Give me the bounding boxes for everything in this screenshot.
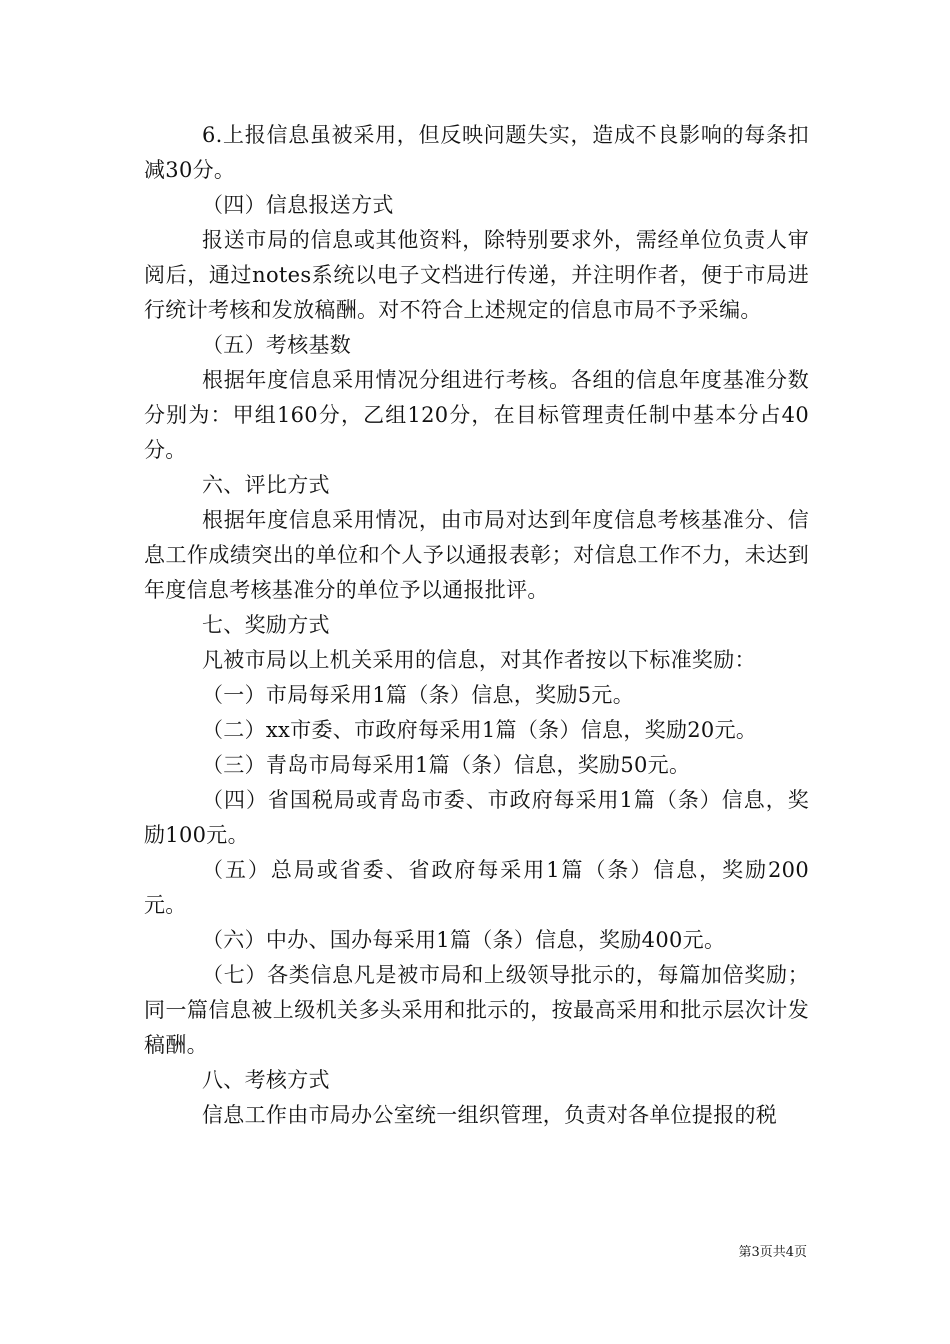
reward-item-7: （七）各类信息凡是被市局和上级领导批示的，每篇加倍奖励；同一篇信息被上级机关多头采用和批示的，按最高采用和批示层次计发稿酬。 — [144, 963, 809, 1057]
section-heading-submission-method: （四）信息报送方式 — [202, 193, 394, 217]
document-body — [144, 118, 809, 1133]
paragraph-submission-method: 报送市局的信息或其他资料，除特别要求外，需经单位负责人审阅后，通过notes系统以电子文档进行传递，并注明作者，便于市局进行统计考核和发放稿酬。对不符合上述规定的信息市局不予采编。 — [144, 228, 809, 322]
section-heading-assessment-method: 八、考核方式 — [202, 1068, 330, 1092]
paragraph-evaluation-method: 根据年度信息采用情况，由市局对达到年度信息考核基准分、信息工作成绩突出的单位和个人予以通报表彰；对信息工作不力，未达到年度信息考核基准分的单位予以通报批评。 — [144, 508, 809, 602]
paragraph-reward-intro: 凡被市局以上机关采用的信息，对其作者按以下标准奖励： — [202, 648, 756, 672]
reward-item-4: （四）省国税局或青岛市委、市政府每采用1篇（条）信息，奖励100元。 — [144, 788, 809, 847]
section-heading-reward-method: 七、奖励方式 — [202, 613, 330, 637]
reward-item-5: （五）总局或省委、省政府每采用1篇（条）信息，奖励200元。 — [144, 858, 809, 917]
reward-item-3: （三）青岛市局每采用1篇（条）信息，奖励50元。 — [202, 753, 691, 777]
paragraph-assessment-method: 信息工作由市局办公室统一组织管理，负责对各单位提报的税 — [202, 1103, 778, 1127]
reward-item-6: （六）中办、国办每采用1篇（条）信息，奖励400元。 — [202, 928, 726, 952]
section-heading-assessment-base: （五）考核基数 — [202, 333, 352, 357]
reward-item-1: （一）市局每采用1篇（条）信息，奖励5元。 — [202, 683, 635, 707]
paragraph-item-6-deduction: 6.上报信息虽被采用，但反映问题失实，造成不良影响的每条扣减30分。 — [144, 123, 809, 182]
section-heading-evaluation-method: 六、评比方式 — [202, 473, 330, 497]
paragraph-assessment-base: 根据年度信息采用情况分组进行考核。各组的信息年度基准分数分别为：甲组160分，乙组120分，在目标管理责任制中基本分占40分。 — [144, 368, 809, 462]
reward-item-2: （二）xx市委、市政府每采用1篇（条）信息，奖励20元。 — [202, 718, 758, 742]
page-number-footer: 第3页共4页 — [738, 1245, 807, 1260]
